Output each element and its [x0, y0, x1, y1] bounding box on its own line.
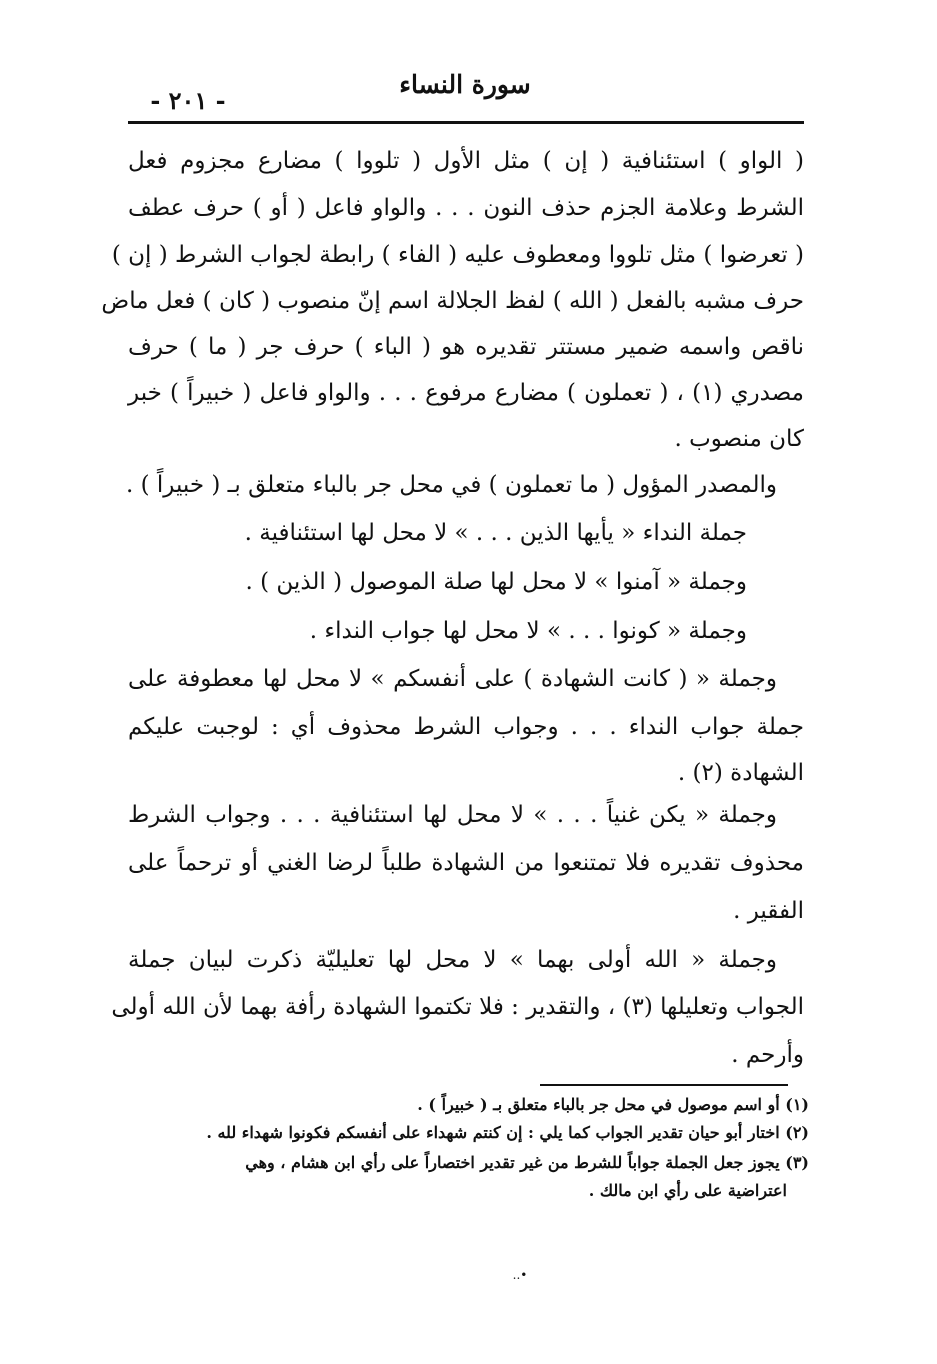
text-line: ( تعرضوا ) مثل تلووا ومعطوف عليه ( الفاء ) رابطة لجواب الشرط ( إن ): [111, 242, 804, 268]
text-line: وأرحم .: [731, 1042, 804, 1068]
page-number: - ٢٠١ -: [150, 86, 226, 115]
footnote: (١) أو اسم موصول في محل جر بالباء متعلق بـ ( خبيراً ) .: [417, 1095, 809, 1114]
text-line: الشهادة (٢) .: [677, 760, 804, 786]
text-line: جملة جواب النداء . . . وجواب الشرط محذوف أي : لوجبت عليكم: [128, 714, 804, 740]
text-line: ( الواو ) استئنافية ( إن ) مثل الأول ( تلووا ) مضارع مجزوم فعل: [128, 148, 804, 174]
header-divider: [128, 121, 804, 124]
text-line: الشرط وعلامة الجزم حذف النون . . . والواو فاعل ( أو ) حرف عطف: [128, 195, 804, 221]
text-line: وجملة « ( كانت الشهادة ) على أنفسكم » لا محل لها معطوفة على: [128, 666, 777, 692]
chapter-title: سورة النساء: [399, 70, 531, 99]
text-line: محذوف تقديره فلا تمتنعوا من الشهادة طلباً لرضا الغني أو ترحماً على: [128, 850, 805, 876]
text-line: حرف مشبه بالفعل ( الله ) لفظ الجلالة اسم إنّ منصوب ( كان ) فعل ماض: [101, 288, 804, 314]
text-line: مصدري (١) ، ( تعملون ) مضارع مرفوع . . . والواو فاعل ( خبيراً ) خبر: [128, 380, 805, 406]
footnote: (٣) يجوز جعل الجملة جواباً للشرط من غير تقدير اختصاراً على رأي ابن هشام ، وهي: [245, 1153, 809, 1172]
text-line: الفقير .: [733, 898, 804, 924]
text-line: وجملة « يكن غنياً . . . » لا محل لها استئنافية . . . وجواب الشرط: [128, 802, 777, 828]
text-line: الجواب وتعليلها (٣) ، والتقدير : فلا تكتموا الشهادة رأفة بهما لأن الله أولى: [111, 994, 804, 1020]
footnote: (٢) اختار أبو حيان تقدير الجواب كما يلي : إن كنتم شهداء على أنفسكم فكونوا شهداء لله .: [206, 1123, 809, 1142]
text-line: كان منصوب .: [674, 426, 804, 452]
footnote: اعتراضية على رأي ابن مالك .: [588, 1181, 787, 1200]
text-line: جملة النداء « يأيها الذين . . . » لا محل لها استئنافية .: [244, 520, 747, 546]
text-line: والمصدر المؤول ( ما تعملون ) في محل جر بالباء متعلق بـ ( خبيراً ) .: [125, 472, 777, 498]
text-line: وجملة « آمنوا » لا محل لها صلة الموصول ( الذين ) .: [245, 569, 747, 595]
page-mark: •..: [512, 1268, 528, 1282]
text-line: وجملة « كونوا . . . » لا محل لها جواب النداء .: [309, 618, 747, 644]
footnote-divider: [540, 1084, 788, 1086]
text-line: ناقص واسمه ضمير مستتر تقديره هو ( الباء ) حرف جر ( ما ) حرف: [128, 334, 804, 360]
text-line: وجملة « الله أولى بهما » لا محل لها تعليليّة ذكرت لبيان جملة: [128, 947, 777, 973]
